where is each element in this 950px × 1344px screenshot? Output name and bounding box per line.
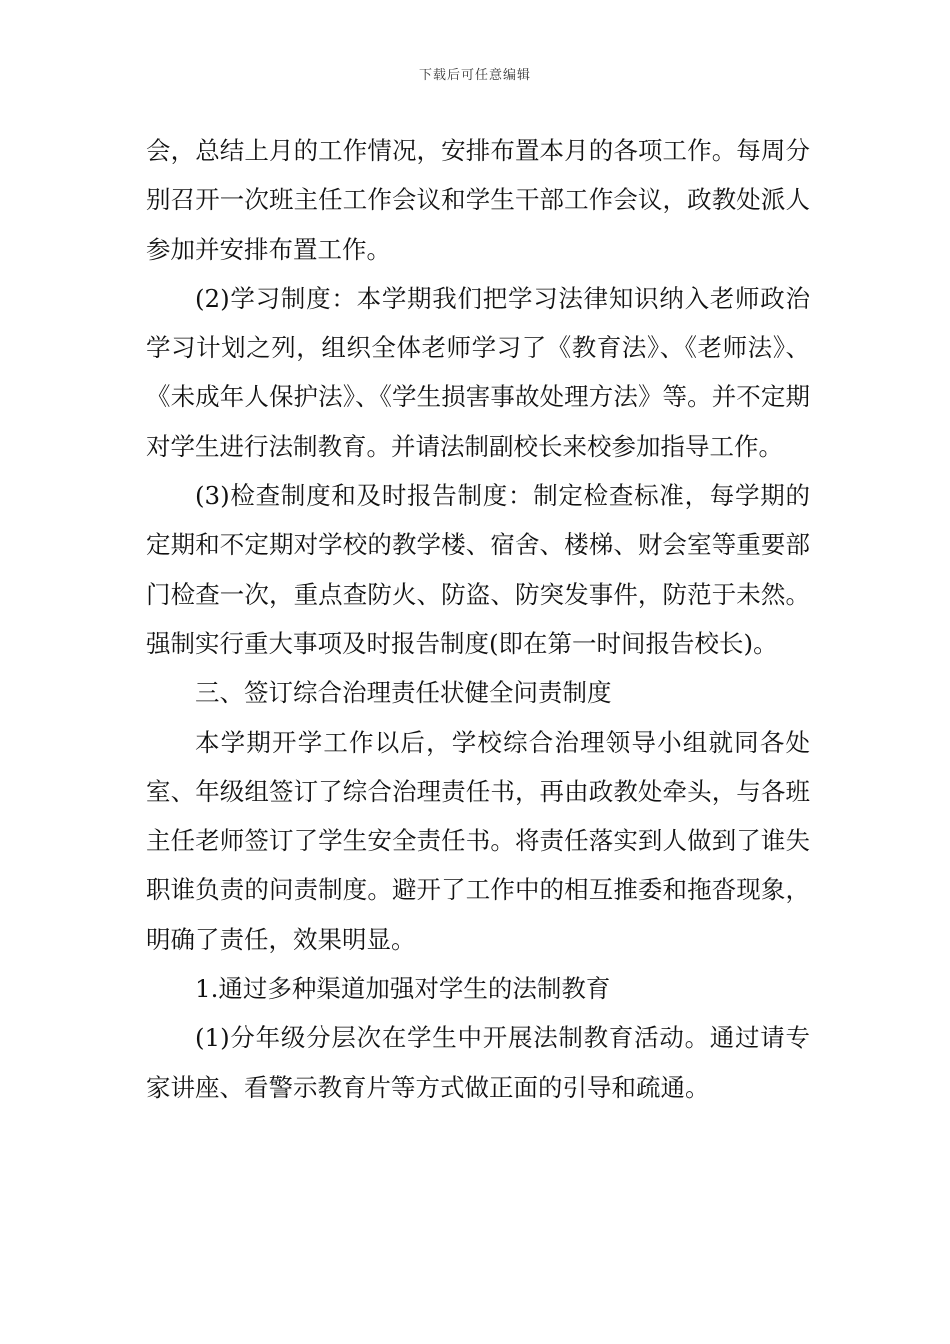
paragraph-1: 会，总结上月的工作情况，安排布置本月的各项工作。每周分别召开一次班主任工作会议和学生干部工作会议，政教处派人参加并安排布置工作。 bbox=[146, 136, 810, 264]
page-header: 下载后可任意编辑 bbox=[418, 68, 531, 83]
paragraph-2: (2)学习制度：本学期我们把学习法律知识纳入老师政治学习计划之列，组织全体老师学习了《教育法》、《老师法》、《未成年人保护法》、《学生损害事故处理方法》等。并不定期对学生进行法制教育。并请法制副校长来校参加指导工作。 bbox=[146, 283, 810, 461]
paragraph-5: (1)分年级分层次在学生中开展法制教育活动。通过请专家讲座、看警示教育片等方式做正面的引导和疏通。 bbox=[146, 1023, 810, 1102]
document-body bbox=[146, 126, 810, 1112]
subsection-heading-1: 1.通过多种渠道加强对学生的法制教育 bbox=[195, 974, 611, 1004]
paragraph-3: (3)检查制度和及时报告制度：制定检查标准，每学期的定期和不定期对学校的教学楼、宿舍、楼梯、财会室等重要部门检查一次，重点查防火、防盗、防突发事件，防范于未然。强制实行重大事项及时报告制度(即在第一时间报告校长)。 bbox=[146, 481, 810, 658]
section-heading-3: 三、签订综合治理责任状健全问责制度 bbox=[195, 678, 612, 708]
paragraph-4: 本学期开学工作以后，学校综合治理领导小组就同各处室、年级组签订了综合治理责任书，再由政教处牵头，与各班主任老师签订了学生安全责任书。将责任落实到人做到了谁失职谁负责的问责制度。避开了工作中的相互推委和拖沓现象，明确了责任，效果明显。 bbox=[146, 727, 810, 954]
